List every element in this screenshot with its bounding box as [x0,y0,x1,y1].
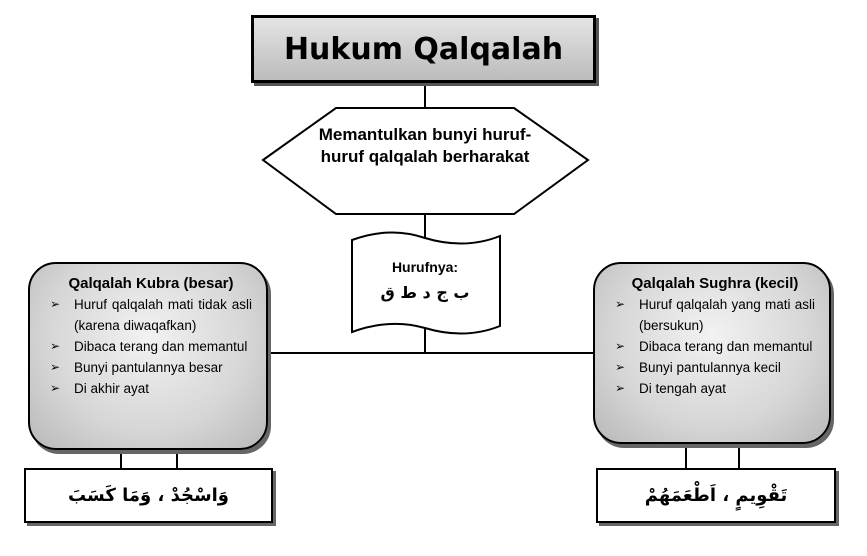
list-item: ➢ Dibaca terang dan memantul [50,336,252,357]
qalqalah-sughra-example [596,468,836,523]
qalqalah-sughra-title: Qalqalah Sughra (kecil) [631,275,799,292]
definition-text: Memantulkan bunyi huruf-huruf qalqalah berharakat [318,125,532,166]
list-item: ➢ Di tengah ayat [615,378,815,399]
list-item: ➢ Bunyi pantulannya besar [50,357,252,378]
qalqalah-sughra-example-text: تَقْوِيمٍ ، اَطْعَمَهُمْ [644,485,788,506]
qalqalah-kubra-example-text: وَاسْجُدْ ، وَمَا كَسَبَ [68,485,229,506]
qalqalah-kubra-panel [28,262,268,450]
list-item: ➢ Huruf qalqalah yang mati asli (bersukun) [615,294,815,336]
diagram-title-text: Hukum Qalqalah [283,31,564,67]
arrow-bullet-icon: ➢ [50,297,61,311]
qalqalah-sughra-list [615,294,815,399]
arrow-bullet-icon: ➢ [50,381,61,395]
letters-label: Hurufnya: [391,259,459,275]
arrow-bullet-icon: ➢ [615,381,626,395]
letters-arabic: ب ج د ط ق [380,283,470,302]
list-item: ➢ Dibaca terang dan memantul [615,336,815,357]
arrow-bullet-icon: ➢ [615,297,626,311]
arrow-bullet-icon: ➢ [615,360,626,374]
qalqalah-sughra-panel [593,262,831,444]
qalqalah-kubra-list [50,294,252,399]
arrow-bullet-icon: ➢ [50,339,61,353]
list-item: ➢ Bunyi pantulannya kecil [615,357,815,378]
list-item: ➢ Huruf qalqalah mati tidak asli (karena diwaqafkan) [50,294,252,336]
arrow-bullet-icon: ➢ [615,339,626,353]
qalqalah-kubra-example [24,468,273,523]
letters-content [350,259,500,302]
list-item: ➢ Di akhir ayat [50,378,252,399]
diagram-title [251,15,596,83]
arrow-bullet-icon: ➢ [50,360,61,374]
qalqalah-kubra-title: Qalqalah Kubra (besar) [68,275,234,292]
